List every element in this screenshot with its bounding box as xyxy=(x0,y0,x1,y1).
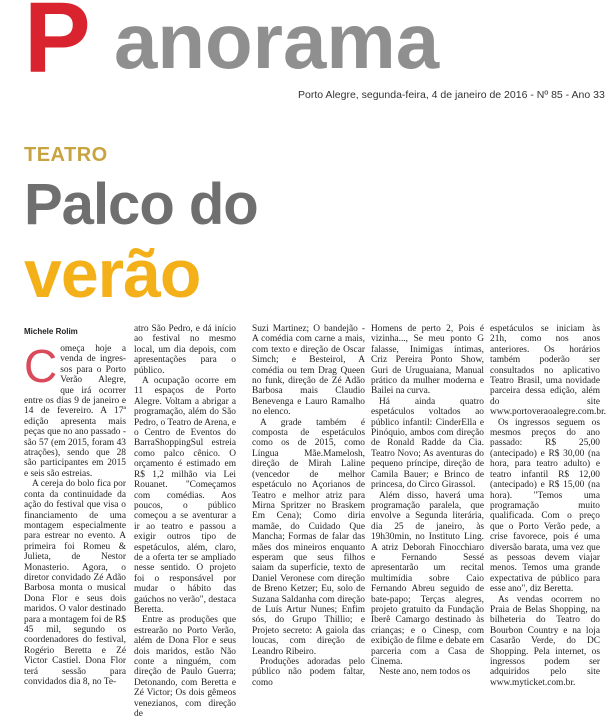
paragraph: Homens de perto 2, Pois é vizinha..., Se meu ponto G falasse, Inimigas íntimas, Criz Pereira Ponto Show, Guri de Uruguaiana, Manual prático da mulher moderna e Bailei na curva. xyxy=(371,324,484,397)
masthead xyxy=(0,0,605,112)
drop-cap: C xyxy=(24,340,58,392)
paragraph: Produções adoradas pelo público não podem faltar, como xyxy=(252,657,365,688)
article-column-1 xyxy=(24,340,126,687)
byline: Michele Rolim xyxy=(24,327,78,336)
paragraph: A grade também é composta de espetáculos como os de 2015, como Língua Mãe.Mamelosh, direção de Mirah Laline (vencedor de melhor espetáculo no Açorianos de Teatro e melhor atriz para Mirna Spritzer no Braskem Em Cena); Como diria mamãe, do Cuidado Que Mancha; Formas de falar das mães dos mineiros enquanto esperam que seus filhos saiam da superfície, texto de Daniel Veronese com direção de Breno Ketzer; Eu, solo de Suzana Saldanha com direção de Luís Artur Nunes; Enfim sós, do Grupo Thillio; e Projeto secreto: A gaiola das loucas, com direção de Leandro Ribeiro. xyxy=(252,417,365,657)
paragraph: A ocupação ocorre em 11 espaços de Porto Alegre. Voltam a abrigar a programação, além do São Pedro, o Teatro de Arena, e o Centro de Eventos do BarraShoppingSul estreia como palco cênico. O orçamento é estimado em R$ 1,2 milhão via Lei Rouanet. "Começamos com comédias. Aos poucos, o público começou a se aventurar a ir ao teatro e passou a exigir outros tipo de espetáculos, além, claro, de a oferta ter se ampliado nesse sentido. O projeto foi o responsável por mudar o hábito das gaúchos no verão", destaca Beretta. xyxy=(134,376,236,615)
paragraph: Além disso, haverá uma programação paralela, que envolve a Segunda literária, dia 25 de janeiro, às 19h30min, no Instituto Ling. A atriz Deborah Finocchiaro e Fernando Sessé apresentarão um recital multimídia sobre Caio Fernando Abreu seguido de bate-papo; Terças alegres, projeto gratuito da Fundação Iberê Camargo destinado às crianças; e o Cinesp, com exibição de filme e debate em parceria com a Casa de Cinema. xyxy=(371,490,484,667)
paragraph: espetáculos se iniciam às 21h, como nos anos anteriores. Os horários também poderão ser consultados no aplicativo Teatro Brasil, uma novidade parceira dessa edição, além do site www.portoveraoalegre.com.br. xyxy=(490,324,606,418)
paragraph: Começa hoje a venda de ingres-sos para o Porto Verão Alegre, que irá ocorrer entre os dias 9 de janeiro e 14 de fevereiro. A 17ª edição apresenta mais peças que no ano passado - são 57 (em 2015, foram 43 atrações), sendo que 28 são participantes em 2015 e seis são estreias. xyxy=(24,340,126,479)
paragraph: A cereja do bolo fica por conta da continuidade da ação do festival que visa o financiamento de uma montagem especialmente para estrear no evento. A primeira foi Romeu & Julieta, de Nestor Monasterio. Agora, o diretor convidado Zé Adão Barbosa monta o musical Dona Flor e seus dois maridos. O valor destinado para a montagem foi de R$ 45 mil, segundo os coordenadores do festival, Rogério Beretta e Zé Victor Castiel. Dona Flor terá sessão para convidados dia 8, no Te- xyxy=(24,479,126,687)
article-column-4 xyxy=(371,324,484,678)
headline-line-2: verão xyxy=(24,236,201,312)
paragraph: Entre as produções que estrearão no Porto Verão, além de Dona Flor e seus dois maridos, estão Não conte a ninguém, com direção de Paulo Guerra; Detonando, com Beretta e Zé Victor; Os dois gêmeos venezianos, com direção de xyxy=(134,615,236,719)
logo-letter-p: P xyxy=(24,0,89,94)
section-label: TEATRO xyxy=(24,144,108,166)
headline-line-1: Palco do xyxy=(24,172,258,237)
dateline: Porto Alegre, segunda-feira, 4 de janeiro de 2016 - Nº 85 - Ano 33 xyxy=(298,89,605,101)
paragraph: Suzi Martinez; O bandejão - A comédia com carne a mais, com texto e direção de Oscar Simch; e Besteirol, A comédia ou tem Drag Queen no funk, direção de Zé Adão Barbosa mais Claudio Benevenga e Lauro Ramalho no elenco. xyxy=(252,324,365,418)
paragraph: As vendas ocorrem no Praia de Belas Shopping, na bilheteria do Teatro do Bourbon Country e na loja Casarão Verde, do DC Shopping. Pela internet, os ingressos podem ser adquiridos pelo site www.myticket.com.br. xyxy=(490,594,600,688)
logo-wordmark: anorama xyxy=(114,0,440,85)
paragraph: Neste ano, nem todos os xyxy=(379,667,471,678)
paragraph: atro São Pedro, e dá início ao festival no mesmo local, um dia depois, com apresentações para o público. xyxy=(134,324,236,376)
article-column-2 xyxy=(134,324,236,719)
article-column-5 xyxy=(490,324,606,688)
paragraph: Há ainda quatro espetáculos voltados ao público infantil: CinderElla e Pinóquio, ambos com direção de Ronald Radde da Cia. Teatro Novo; As aventuras do pequeno príncipe, direção de Camila Bauer; e Brinco de princesa, do Circo Girassol. xyxy=(371,396,484,491)
paragraph: Os ingressos seguem os mesmos preços do ano passado: R$ 25,00 (antecipado) e R$ 30,00 (na hora, para teatro adulto) e teatro infantil R$ 12,00 (antecipado) e R$ 15,00 (na hora). "Temos uma programação muito qualificada. Com o preço que o Porto Verão pede, a crise favorece, pois é uma diversão barata, uma vez que as pessoas devem viajar menos. Temos uma grande expectativa de público para esse ano", diz Beretta. xyxy=(490,417,600,595)
article-column-3 xyxy=(252,324,365,688)
